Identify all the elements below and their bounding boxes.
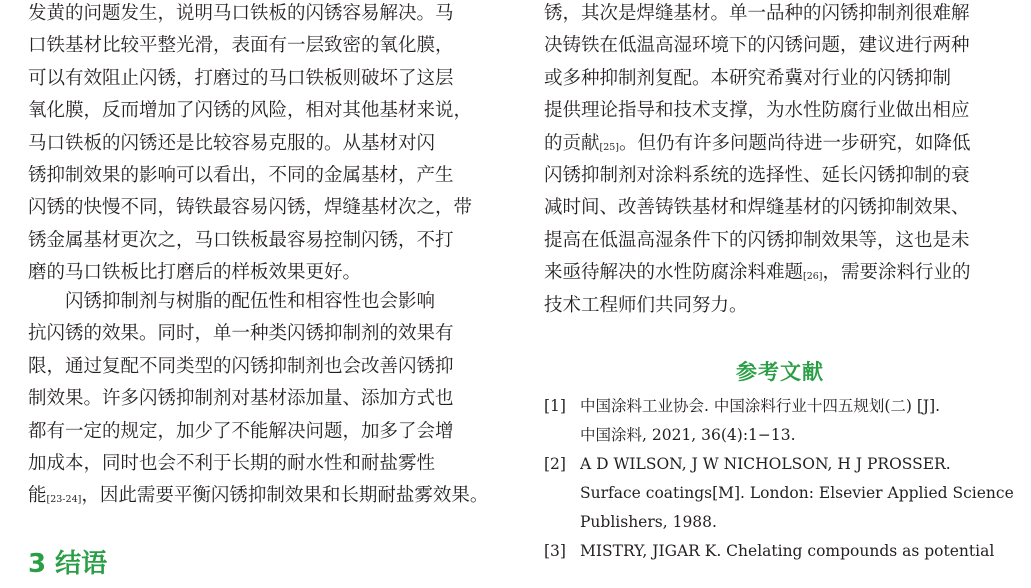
reference-line: MISTRY, JIGAR K. Chelating compounds as potential (580, 542, 995, 560)
text-line: 口铁基材比较平整光滑，表面有一层致密的氧化膜， (28, 35, 454, 57)
reference-line: 中国涂料, 2021, 36(4):1−13. (580, 426, 796, 444)
text-line: 减时间、改善铸铁基材和焊缝基材的闪锈抑制效果、 (544, 197, 970, 219)
reference-line: 中国涂料工业协会. 中国涂料行业十四五规划(二) [J]. (580, 397, 941, 415)
text-line: 决铸铁在低温高湿环境下的闪锈问题，建议进行两种 (544, 35, 970, 57)
paragraph-text (28, 0, 502, 290)
text-line: 锈抑制效果的影响可以看出，不同的金属基材，产生 (28, 164, 454, 186)
text-line: 提供理论指导和技术支撑，为水性防腐行业做出相应 (544, 100, 970, 122)
text-line: 发黄的问题发生，说明马口铁板的闪锈容易解决。马 (28, 3, 454, 24)
text-fragment: 的贡献 (544, 132, 600, 154)
citation-superscript: [23-24] (46, 494, 82, 506)
citation-superscript: [26] (803, 271, 823, 283)
text-line: 磨的马口铁板比打磨后的样板效果更好。 (28, 262, 362, 284)
text-line (28, 480, 502, 512)
text-line: 闪锈抑制剂对涂料系统的选择性、延长闪锈抑制的衰 (544, 164, 970, 186)
paragraph-compatibility (28, 286, 502, 513)
paragraph-conclusion (544, 0, 1016, 322)
reference-list (544, 392, 1016, 566)
reference-line: A D WILSON, J W NICHOLSON, H J PROSSER. (580, 455, 951, 473)
text-line: 抗闪锈的效果。同时，单一种类闪锈抑制剂的效果有 (28, 323, 454, 345)
text-line: 加成本，同时也会不利于长期的耐水性和耐盐雾性 (28, 452, 436, 474)
reference-line: Publishers, 1988. (580, 513, 717, 531)
reference-item (544, 537, 1016, 566)
paragraph-text (28, 286, 502, 513)
reference-item (544, 392, 1016, 450)
text-line: 闪锈抑制剂与树脂的配伍性和相容性也会影响 (65, 291, 436, 312)
reference-number: [1] (544, 397, 566, 415)
text-line: 氧化膜，反而增加了闪锈的风险，相对其他基材来说， (28, 100, 473, 122)
text-fragment: 。但仍有许多问题尚待进一步研究，如降低 (619, 132, 971, 154)
text-fragment: 来亟待解决的水性防腐涂料难题 (544, 262, 804, 284)
citation-superscript: [25] (599, 141, 620, 153)
paragraph-substrate-discussion (28, 0, 502, 290)
reference-line: Surface coatings[M]. London: Elsevier Applied Science (580, 484, 1014, 502)
text-line (544, 257, 1016, 289)
text-line: 可以有效阻止闪锈，打磨过的马口铁板则破坏了这层 (28, 67, 454, 89)
section-heading: 3 结语 (28, 549, 108, 579)
text-fragment: ，需要涂料行业的 (822, 262, 971, 284)
text-line: 技术工程师们共同努力。 (544, 294, 748, 316)
reference-number: [3] (544, 542, 566, 560)
text-line: 锈，其次是焊缝基材。单一品种的闪锈抑制剂很难解 (544, 3, 970, 24)
text-line: 闪锈的快慢不同，铸铁最容易闪锈，焊缝基材次之，带 (28, 197, 473, 219)
text-fragment: ，因此需要平衡闪锈抑制效果和长期耐盐雾效果。 (81, 485, 489, 507)
text-line: 或多种抑制剂复配。本研究希冀对行业的闪锈抑制 (544, 67, 952, 89)
reference-number: [2] (544, 455, 566, 473)
text-line (544, 128, 1016, 160)
text-line: 限，通过复配不同类型的闪锈抑制剂也会改善闪锈抑 (28, 355, 454, 377)
text-fragment: 能 (28, 485, 47, 507)
references-heading: 参考文献 (736, 360, 824, 384)
text-line: 提高在低温高湿条件下的闪锈抑制效果等，这也是未 (544, 229, 970, 251)
text-line: 马口铁板的闪锈还是比较容易克服的。从基材对闪 (28, 132, 436, 154)
reference-item (544, 450, 1016, 537)
text-line: 锈金属基材更次之，马口铁板最容易控制闪锈，不打 (28, 229, 454, 251)
text-line: 都有一定的规定，加少了不能解决问题，加多了会增 (28, 420, 454, 442)
paragraph-text (544, 0, 1016, 322)
text-line: 制效果。许多闪锈抑制剂对基材添加量、添加方式也 (28, 388, 454, 410)
